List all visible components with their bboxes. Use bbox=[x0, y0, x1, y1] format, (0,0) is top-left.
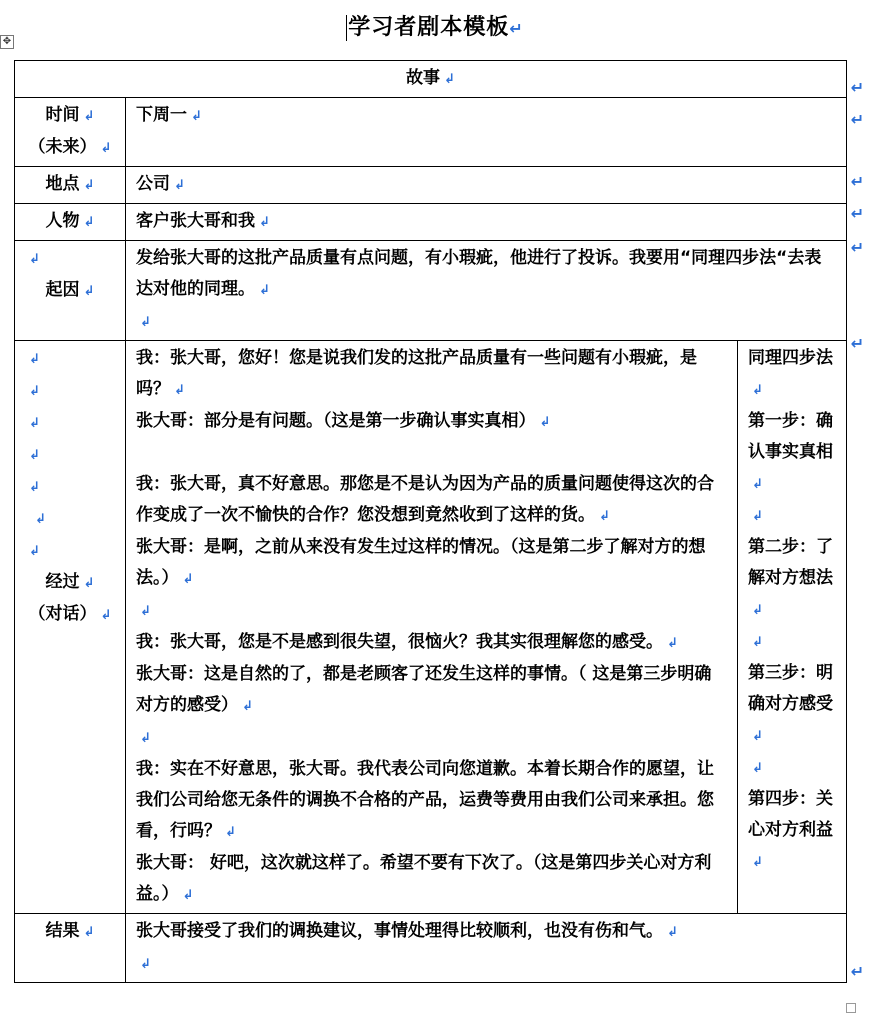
dialogue-line: 张大哥：部分是有问题。（这是第一步确认事实真相） ↲ bbox=[136, 411, 551, 431]
paragraph-mark-icon: ↲ bbox=[140, 604, 151, 619]
dialogue-line: 我：张大哥，真不好意思。那您是不是认为因为产品的质量问题使得这次的合作变成了一次不愉快的合作？您没想到竟然收到了这样的货。 ↲ bbox=[136, 474, 714, 525]
blank-line bbox=[136, 722, 727, 754]
table-move-handle-icon[interactable]: ✥ bbox=[0, 35, 14, 49]
paragraph-mark-icon: ↲ bbox=[599, 509, 610, 524]
paragraph-mark-icon: ↲ bbox=[100, 141, 112, 156]
paragraph-mark-icon: ↲ bbox=[182, 888, 194, 903]
paragraph-mark-icon: ↲ bbox=[752, 383, 763, 398]
row-end-mark-icon: ↵ bbox=[850, 962, 864, 981]
paragraph-mark-icon: ↲ bbox=[35, 512, 46, 527]
paragraph-mark-icon: ↲ bbox=[242, 699, 253, 714]
table-row bbox=[15, 204, 847, 241]
paragraph-mark-icon: ↲ bbox=[444, 72, 455, 87]
dialogue-cell[interactable] bbox=[126, 341, 738, 914]
paragraph-mark-icon: ↵ bbox=[509, 19, 524, 38]
steps-cell[interactable] bbox=[738, 341, 847, 914]
paragraph-mark-icon: ↲ bbox=[83, 215, 95, 230]
table-row bbox=[15, 241, 847, 341]
dialogue-line: 我：张大哥，您好！您是说我们发的这批产品质量有一些问题有小瑕疵，是吗？ ↲ bbox=[136, 348, 697, 399]
step-item: 第三步：明确对方感受↲ bbox=[748, 663, 833, 744]
story-table bbox=[14, 60, 847, 983]
paragraph-mark-icon: ↲ bbox=[83, 576, 95, 591]
paragraph-mark-icon: ↲ bbox=[140, 315, 151, 330]
row-end-mark-icon: ↵ bbox=[850, 110, 864, 129]
dialogue-line: 张大哥：是啊，之前从来没有发生过这样的情况。（这是第二步了解对方的想法。） ↲ bbox=[136, 537, 706, 588]
time-value-cell[interactable]: 下周一 ↲ bbox=[126, 98, 847, 167]
paragraph-mark-icon: ↲ bbox=[182, 572, 194, 587]
paragraph-mark-icon: ↲ bbox=[752, 635, 763, 650]
time-label-cell[interactable]: 时间 ↲ （未来） ↲ bbox=[15, 98, 126, 167]
process-label-cell[interactable]: ↲ ↲ ↲ ↲ ↲ ↲ ↲ 经过 ↲ （对话） ↲ bbox=[15, 341, 126, 914]
table-row bbox=[15, 167, 847, 204]
document-title: 学习者剧本模板↵ bbox=[348, 15, 524, 40]
row-end-mark-icon: ↵ bbox=[850, 78, 864, 97]
paragraph-mark-icon: ↲ bbox=[29, 480, 40, 495]
paragraph-mark-icon: ↲ bbox=[667, 636, 678, 651]
paragraph-mark-icon: ↲ bbox=[752, 477, 763, 492]
paragraph-mark-icon: ↲ bbox=[752, 509, 763, 524]
paragraph-mark-icon: ↲ bbox=[174, 178, 185, 193]
blank-line bbox=[136, 595, 727, 627]
blank-line bbox=[136, 438, 727, 469]
dialogue-line: 我：实在不好意思，张大哥。我代表公司向您道歉。本着长期合作的愿望，让我们公司给您无条件的调换不合格的产品，运费等费用由我们公司来承担。您看，行吗？ ↲ bbox=[136, 759, 714, 841]
paragraph-mark-icon: ↲ bbox=[83, 109, 95, 124]
paragraph-mark-icon: ↲ bbox=[752, 729, 763, 744]
result-value-cell[interactable]: 张大哥接受了我们的调换建议，事情处理得比较顺利，也没有伤和气。 ↲ ↲ bbox=[126, 914, 847, 983]
people-value-cell[interactable]: 客户张大哥和我 ↲ bbox=[126, 204, 847, 241]
blank-line bbox=[748, 626, 840, 658]
table-row bbox=[15, 914, 847, 983]
place-value-cell[interactable]: 公司 ↲ bbox=[126, 167, 847, 204]
step-item: 第四步：关心对方利益↲ bbox=[748, 789, 833, 870]
step-item: 第二步：了解对方想法↲ bbox=[748, 537, 833, 618]
blank-line bbox=[748, 500, 840, 532]
paragraph-mark-icon: ↲ bbox=[752, 603, 763, 618]
paragraph-mark-icon: ↲ bbox=[100, 608, 112, 623]
paragraph-mark-icon: ↲ bbox=[752, 855, 763, 870]
paragraph-mark-icon: ↲ bbox=[174, 383, 185, 398]
cause-label-cell[interactable]: ↲ 起因 ↲ bbox=[15, 241, 126, 341]
table-row bbox=[15, 341, 847, 914]
paragraph-mark-icon: ↲ bbox=[29, 448, 40, 463]
paragraph-mark-icon: ↲ bbox=[539, 415, 551, 430]
paragraph-mark-icon: ↲ bbox=[752, 761, 763, 776]
paragraph-mark-icon: ↲ bbox=[140, 731, 151, 746]
paragraph-mark-icon: ↲ bbox=[259, 215, 270, 230]
step-item: 第一步：确认事实真相↲ bbox=[748, 411, 833, 492]
place-label-cell[interactable]: 地点 ↲ bbox=[15, 167, 126, 204]
row-end-mark-icon: ↵ bbox=[850, 334, 864, 353]
row-end-mark-icon: ↵ bbox=[850, 172, 864, 191]
steps-title: 同理四步法↲ bbox=[748, 348, 833, 398]
paragraph-mark-icon: ↲ bbox=[29, 352, 40, 367]
paragraph-mark-icon: ↲ bbox=[83, 925, 95, 940]
row-end-mark-icon: ↵ bbox=[850, 204, 864, 223]
story-header-cell[interactable]: 故事 ↲ bbox=[15, 61, 847, 98]
paragraph-mark-icon: ↲ bbox=[29, 252, 40, 267]
row-end-mark-icon: ↵ bbox=[850, 238, 864, 257]
result-label-cell[interactable]: 结果 ↲ bbox=[15, 914, 126, 983]
table-row bbox=[15, 61, 847, 98]
paragraph-mark-icon: ↲ bbox=[667, 925, 678, 940]
people-label-cell[interactable]: 人物 ↲ bbox=[15, 204, 126, 241]
dialogue-line: 我：张大哥，您是不是感到很失望，很恼火？我其实很理解您的感受。 ↲ bbox=[136, 632, 678, 652]
paragraph-mark-icon: ↲ bbox=[191, 109, 202, 124]
paragraph-mark-icon: ↲ bbox=[140, 957, 151, 972]
paragraph-mark-icon: ↲ bbox=[225, 825, 236, 840]
paragraph-mark-icon: ↲ bbox=[29, 384, 40, 399]
paragraph-mark-icon: ↲ bbox=[83, 178, 95, 193]
table-resize-handle-icon[interactable] bbox=[846, 1003, 856, 1013]
dialogue-line: 张大哥：这是自然的了，都是老顾客了还发生这样的事情。（ 这是第三步明确对方的感受） ↲ bbox=[136, 664, 712, 715]
paragraph-mark-icon: ↲ bbox=[29, 544, 40, 559]
table-row bbox=[15, 98, 847, 167]
dialogue-line: 张大哥： 好吧，这次就这样了。希望不要有下次了。（这是第四步关心对方利益。） ↲ bbox=[136, 853, 712, 904]
paragraph-mark-icon: ↲ bbox=[29, 416, 40, 431]
blank-line bbox=[748, 752, 840, 784]
cause-value-cell[interactable]: 发给张大哥的这批产品质量有点问题，有小瑕疵，他进行了投诉。我要用“同理四步法“去表达对他的同理。 ↲ ↲ bbox=[126, 241, 847, 341]
paragraph-mark-icon: ↲ bbox=[259, 283, 270, 298]
paragraph-mark-icon: ↲ bbox=[83, 284, 95, 299]
